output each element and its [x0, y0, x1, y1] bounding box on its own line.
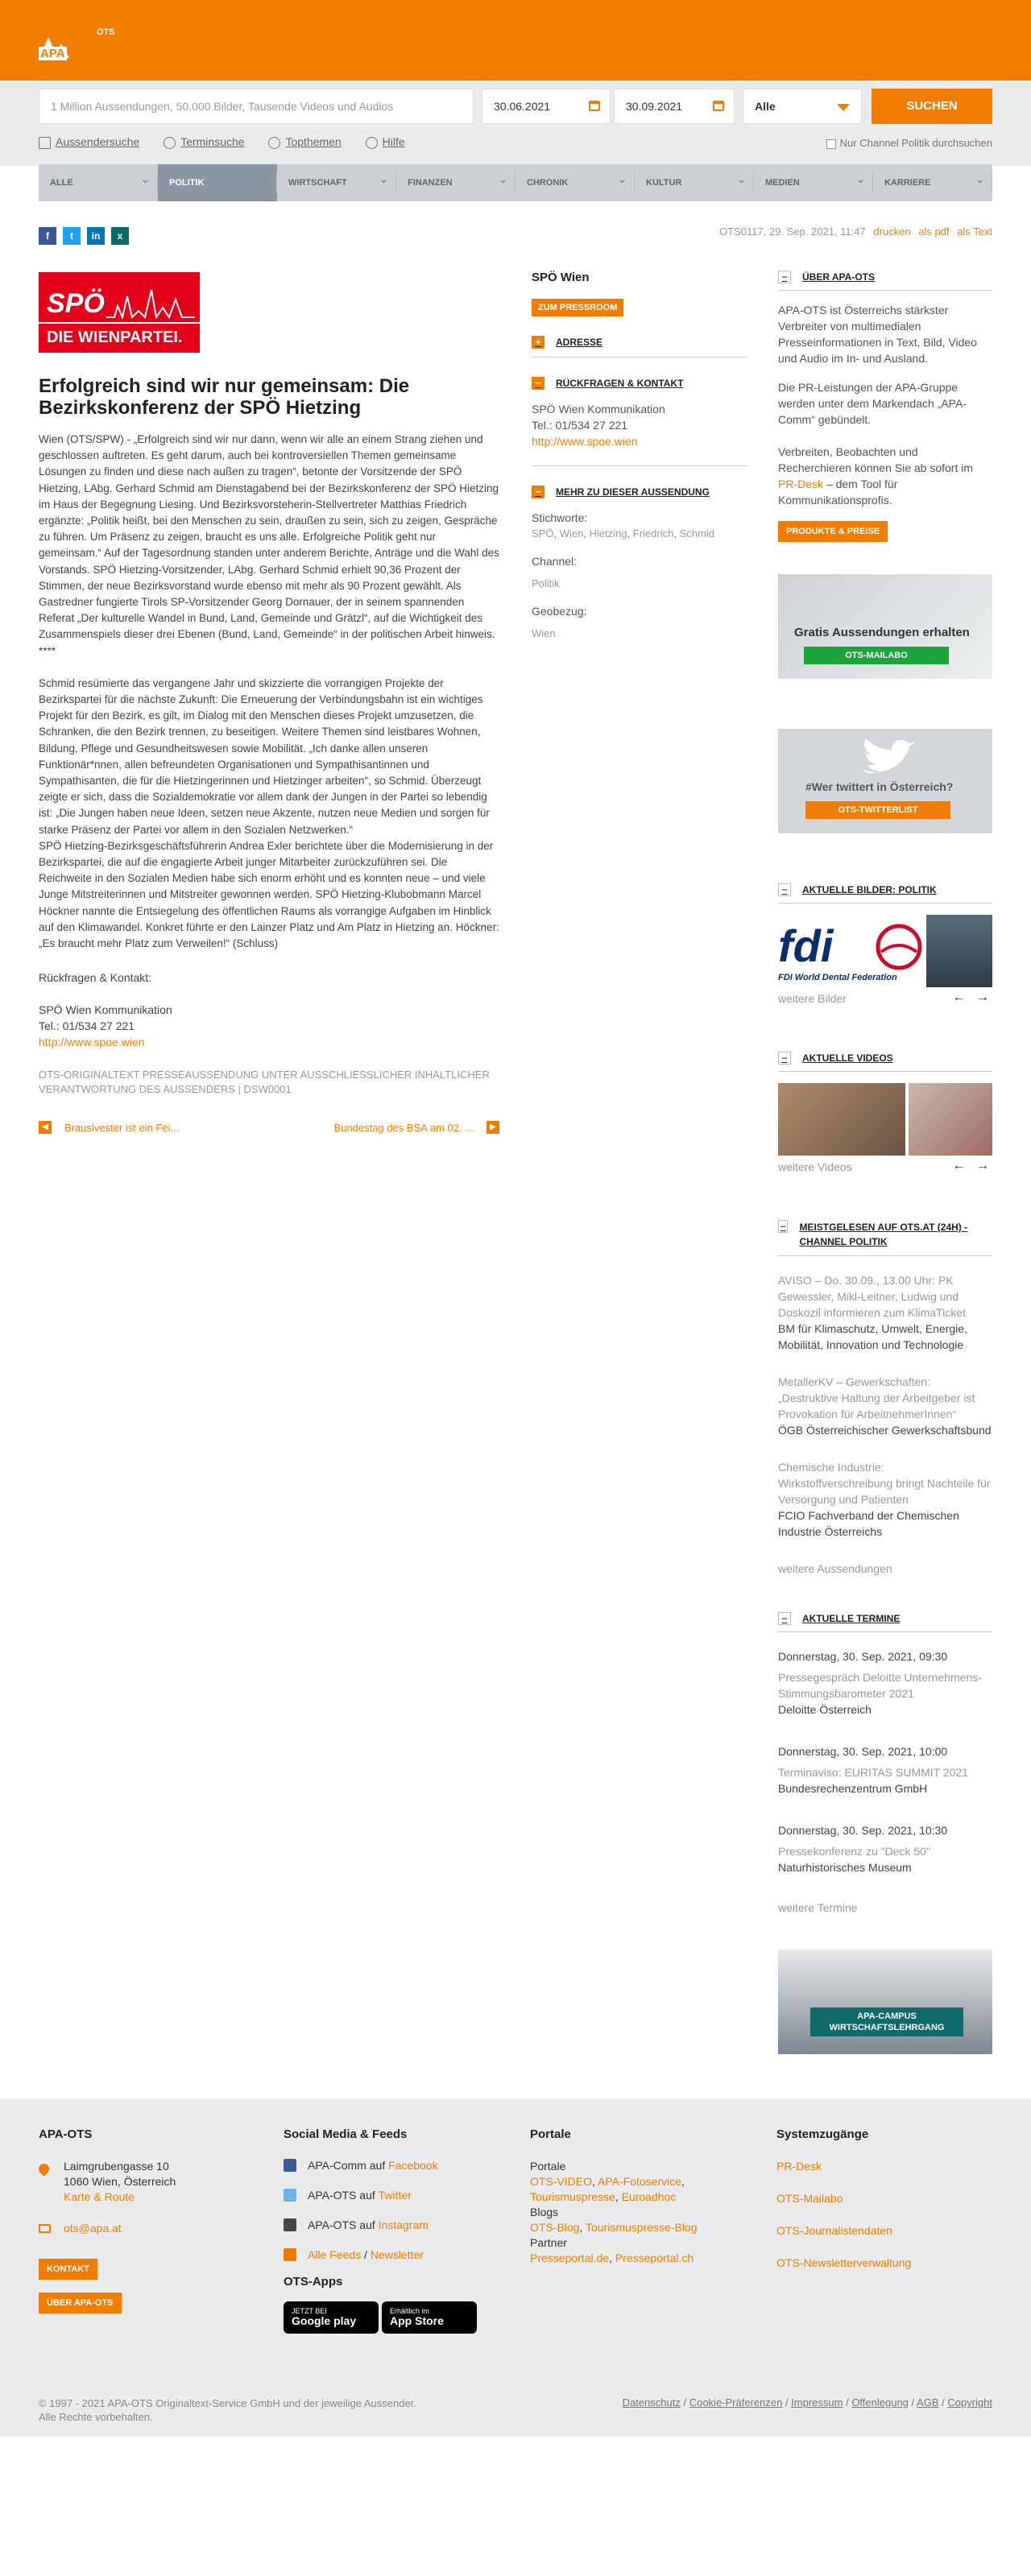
videos-heading: AKTUELLE VIDEOS — [802, 1052, 893, 1064]
more-images-link[interactable]: weitere Bilder — [778, 992, 847, 1005]
date-link[interactable]: Pressegespräch Deloitte Unternehmens-Stimmungsbarometer 2021 — [778, 1671, 982, 1700]
legal-link[interactable]: Datenschutz — [622, 2396, 681, 2409]
divider — [778, 1071, 992, 1072]
about-text — [778, 302, 992, 508]
system-link[interactable]: PR-Desk — [776, 2160, 822, 2173]
minus-icon: − — [532, 486, 544, 498]
partner-link[interactable]: Presseportal.ch — [615, 2251, 694, 2264]
date-when: Donnerstag, 30. Sep. 2021, 09:30 — [778, 1650, 948, 1663]
footer-heading: APA-OTS — [39, 2127, 93, 2141]
right-sidebar — [778, 271, 992, 2054]
campus-line1: APA-CAMPUS — [857, 2012, 917, 2021]
share-icons — [39, 227, 129, 245]
social-text: APA-Comm auf — [308, 2159, 386, 2172]
portale-label: Portale — [530, 2160, 566, 2173]
twitterlist-button[interactable]: OTS-TWITTERLIST — [805, 801, 950, 819]
link-topthemen[interactable]: Topthemen — [268, 135, 341, 148]
date-to-field[interactable] — [614, 89, 735, 124]
nav-chronik[interactable]: CHRONIK ⌄ — [516, 164, 635, 201]
google-play-badge[interactable] — [284, 2301, 379, 2334]
divider — [532, 465, 747, 466]
blog-link[interactable]: Tourismuspresse-Blog — [586, 2221, 698, 2234]
date-from-field[interactable] — [482, 89, 611, 124]
geo-link[interactable]: Wien — [532, 627, 556, 639]
videos-heading-toggle[interactable] — [778, 1052, 992, 1065]
mostread-link[interactable]: AVISO – Do. 30.09., 13.00 Uhr: PK Gewessler, Mikl-Leitner, Ludwig und Doskozil informieren zum KlimaTicket — [778, 1274, 966, 1319]
products-button[interactable]: PRODUKTE & PREISE — [778, 521, 888, 542]
kontakt-button[interactable]: KONTAKT — [39, 2259, 97, 2280]
facebook-link[interactable]: Facebook — [388, 2159, 438, 2172]
apa-ots-logo[interactable] — [39, 27, 115, 61]
keyword-link[interactable]: SPÖ — [532, 527, 554, 540]
plus-icon: + — [532, 336, 544, 349]
minus-icon: − — [778, 271, 791, 283]
about-heading: ÜBER APA-OTS — [802, 271, 875, 283]
checkbox-icon[interactable] — [826, 139, 836, 149]
twitter-icon[interactable]: t — [63, 227, 81, 245]
partner-label: Partner — [530, 2236, 567, 2249]
keywords-label: Stichworte: — [532, 511, 588, 524]
mostread-link[interactable]: MetallerKV – Gewerkschaften: „Destruktive Haltung der Arbeitgeber ist Provokation für ArbeitnehmerInnen“ — [778, 1375, 975, 1420]
spo-logo-text: SPÖ — [47, 288, 105, 319]
arrow-left-icon: ◀ — [39, 1121, 52, 1134]
instagram-link[interactable]: Instagram — [378, 2218, 429, 2231]
sender-contact — [532, 401, 747, 449]
pressroom-button[interactable]: ZUM PRESSROOM — [532, 299, 623, 316]
search-input[interactable]: 1 Million Aussendungen, 50.000 Bilder, Tausende Videos und Audios — [39, 89, 474, 124]
contact-heading: RÜCKFRAGEN & KONTAKT — [556, 378, 684, 389]
date-link[interactable]: Terminaviso: EURITAS SUMMIT 2021 — [778, 1766, 968, 1779]
instagram-icon — [284, 2218, 296, 2231]
fdi-subtitle: FDI World Dental Federation — [778, 973, 897, 982]
date-link[interactable]: Pressekonferenz zu "Deck 50" — [778, 1845, 930, 1858]
mostread-heading-toggle[interactable] — [778, 1220, 992, 1249]
top-header — [0, 0, 1031, 81]
route-link[interactable]: Karte & Route — [64, 2190, 135, 2203]
clock-icon — [164, 137, 176, 149]
info-icon — [366, 137, 378, 149]
article-title: Erfolgreich sind wir nur gemeinsam: Die Bezirkskonferenz der SPÖ Hietzing — [39, 375, 410, 419]
legal-link[interactable]: Offenlegung — [851, 2396, 909, 2409]
arrow-right-icon: ▶ — [487, 1121, 499, 1134]
link-hilfe[interactable]: Hilfe — [366, 135, 405, 148]
sender-contact-url[interactable]: http://www.spoe.wien — [532, 435, 638, 448]
channel-only-checkbox[interactable] — [826, 137, 992, 149]
feeds-link[interactable]: Alle Feeds — [308, 2248, 362, 2261]
twitter-icon — [284, 2189, 296, 2202]
nav-wirtschaft[interactable]: WIRTSCHAFT ⌄ — [277, 164, 396, 201]
about-button[interactable]: ÜBER APA-OTS — [39, 2293, 122, 2313]
portal-link[interactable]: Tourismuspresse — [530, 2190, 615, 2203]
keyword-link[interactable]: Hietzing — [589, 527, 627, 540]
date-when: Donnerstag, 30. Sep. 2021, 10:30 — [778, 1824, 948, 1837]
calendar-icon[interactable] — [589, 101, 600, 111]
mostread-item — [778, 1459, 992, 1540]
nav-medien[interactable]: MEDIEN ⌄ — [754, 164, 873, 201]
app-store-badge[interactable] — [382, 2301, 477, 2334]
article-body — [39, 432, 499, 952]
date-source: Naturhistorisches Museum — [778, 1861, 912, 1874]
spo-logo-subtitle: DIE WIENPARTEI. — [47, 329, 183, 346]
news-photo[interactable] — [926, 915, 992, 987]
geo-label: Geobezug: — [532, 605, 587, 618]
footer-address-2: 1060 Wien, Österreich — [64, 2175, 176, 2188]
prev-article-title: Brauslvester ist ein Fei... — [64, 1121, 180, 1134]
chevron-down-icon — [837, 104, 850, 111]
arrow-left-icon[interactable]: ← — [952, 990, 966, 1004]
arrow-left-icon[interactable]: ← — [952, 1159, 966, 1172]
footer — [0, 2098, 1031, 2437]
footer-address-1: Laimgrubengasse 10 — [64, 2160, 169, 2173]
twitter-bird-icon — [855, 737, 919, 785]
search-links — [39, 135, 426, 149]
keyword-link[interactable]: Wien — [559, 527, 584, 540]
date-source: Deloitte Österreich — [778, 1703, 872, 1716]
legal-link[interactable]: AGB — [917, 2396, 939, 2409]
as-small: Erhältlich im — [390, 2307, 430, 2315]
category-select[interactable] — [743, 89, 862, 124]
fdi-globe-icon — [875, 923, 923, 971]
footer-col-social: Social Media & Feeds APA-Comm auf Facebook APA-OTS auf Twitter APA-OTS auf Instagram Alle Feeds / Newsletter OTS-Apps JETZT BEI Google play Erhältlich im App Store — [284, 2127, 509, 2334]
minus-icon: − — [778, 1612, 791, 1625]
copyright — [39, 2396, 416, 2424]
nav-politik[interactable]: POLITIK ⌄ — [158, 164, 277, 201]
contact-org: SPÖ Wien Kommunikation — [39, 1003, 172, 1017]
search-area — [0, 81, 1031, 166]
logo-sup: OTS — [97, 27, 115, 37]
more-heading: MEHR ZU DIESER AUSSENDUNG — [556, 486, 710, 498]
more-releases-link[interactable]: weitere Aussendungen — [778, 1562, 892, 1575]
ots-id: OTS0117, 29. Sep. 2021, 11:47 — [719, 225, 866, 238]
contact-tel: Tel.: 01/534 27 221 — [39, 1019, 135, 1033]
apps-heading: OTS-Apps — [284, 2275, 343, 2289]
date-item — [778, 1648, 992, 1718]
partner-link[interactable]: Presseportal.de — [530, 2251, 610, 2264]
about-p3b: – dem Tool für Kommunikationsprofis. — [778, 478, 898, 507]
mostread-source: BM für Klimaschutz, Umwelt, Energie, Mobilität, Innovation und Technologie — [778, 1322, 967, 1351]
about-heading-toggle[interactable] — [778, 271, 992, 283]
social-text: APA-OTS auf — [308, 2189, 375, 2202]
print-link[interactable]: drucken — [873, 225, 911, 238]
dates-heading: AKTUELLE TERMINE — [802, 1613, 901, 1624]
arrow-right-icon[interactable]: → — [976, 1159, 989, 1172]
system-link[interactable]: OTS-Mailabo — [776, 2192, 843, 2205]
search-button[interactable]: SUCHEN — [872, 89, 992, 124]
dates-heading-toggle[interactable] — [778, 1612, 992, 1625]
article-meta — [719, 225, 992, 238]
mostread-source: ÖGB Österreichischer Gewerkschaftsbund — [778, 1424, 992, 1437]
fdi-image[interactable] — [778, 915, 923, 987]
date-item — [778, 1743, 992, 1797]
calendar-icon[interactable] — [713, 101, 724, 111]
link-aussendersuche[interactable]: Aussendersuche — [39, 135, 139, 148]
system-link[interactable]: OTS-Journalistendaten — [776, 2224, 892, 2237]
prev-article-link[interactable] — [39, 1121, 179, 1134]
mostread-item — [778, 1374, 992, 1438]
keyword-link[interactable]: Schmid — [679, 527, 714, 540]
arrow-right-icon[interactable]: → — [976, 990, 989, 1004]
blogs-label: Blogs — [530, 2206, 559, 2218]
date-when: Donnerstag, 30. Sep. 2021, 10:00 — [778, 1745, 948, 1758]
about-p2: Die PR-Leistungen der APA-Gruppe werden unter dem Markendach „APA-Comm“ gebündelt. — [778, 381, 967, 426]
article-paragraph: Schmid resümierte das vergangene Jahr und skizzierte die vorrangigen Projekte der Bezirkspartei für die nächste Zukunft: Die Erneuerung der Verbindungsbahn ist ein wichtiges Projekt für den Bezirk, es gilt, im Dialog mit den Menschen dieses Projekt umzusetzen, die Schranken, die den Bezirk trennen, zu beseitigen. Weitere Themen sind leistbares Wohnen, Bildung, Pflege und Gesundheitswesen sowie Mobilität. „Ich danke allen unseren Funktionär*nnen, allen befreundeten Organisationen und Sympathisantinnen und Sympathisanten, die für die Hietzingerinnen und Hietzinger arbeiten“, so Schmid. Überzeugt zeigte er sich, dass die Sozialdemokratie vor allem dank der Jungen in der Partei so lebendig ist: „Die Jungen haben neue Ideen, setzen neue Akzente, nutzen neue Medien und sorgen für starke Präsenz der Partei vor allem in den Sozialen Netzwerken.“ — [39, 676, 490, 836]
building-icon — [39, 137, 51, 149]
nav-alle[interactable]: ALLE ⌄ — [39, 164, 158, 201]
keyword-link[interactable]: Friedrich — [632, 527, 674, 540]
copyright-line-1: © 1997 - 2021 APA-OTS Originaltext-Service GmbH und der jeweilige Aussender. — [39, 2397, 416, 2409]
text-link[interactable]: als Text — [957, 225, 992, 238]
portal-link[interactable]: APA-Fotoservice — [598, 2175, 682, 2188]
more-dates-link[interactable]: weitere Termine — [778, 1901, 858, 1914]
campus-banner[interactable] — [778, 1950, 992, 2054]
minus-icon: − — [778, 883, 791, 896]
logo-text: APA — [40, 47, 65, 60]
channel-label: Channel: — [532, 555, 578, 568]
nav-finanzen[interactable]: FINANZEN ⌄ — [396, 164, 516, 201]
sender-name: SPÖ Wien — [532, 271, 590, 284]
linkedin-icon[interactable]: in — [87, 227, 105, 245]
newsletter-link[interactable]: Newsletter — [370, 2248, 424, 2261]
prev-next-nav — [39, 1121, 499, 1134]
mailabo-text: Gratis Aussendungen erhalten — [794, 626, 970, 639]
next-article-title: Bundestag des BSA am 02. ... — [333, 1121, 474, 1134]
portal-link[interactable]: Euroadhoc — [621, 2190, 677, 2203]
minus-icon: − — [778, 1052, 791, 1065]
nav-kultur[interactable]: KULTUR ⌄ — [635, 164, 754, 201]
rss-icon — [284, 2248, 296, 2261]
footer-col-system — [776, 2127, 1002, 2271]
campus-line2: WIRTSCHAFTSLEHRGANG — [829, 2023, 945, 2032]
sender-sidebar — [532, 271, 747, 642]
images-heading: AKTUELLE BILDER: POLITIK — [802, 884, 937, 895]
pdf-link[interactable]: als pdf — [918, 225, 950, 238]
more-videos-link[interactable]: weitere Videos — [778, 1160, 852, 1173]
link-terminsuche[interactable]: Terminsuche — [164, 135, 244, 148]
social-text: APA-OTS auf — [308, 2218, 375, 2231]
facebook-icon[interactable]: f — [39, 227, 56, 245]
footer-heading: Social Media & Feeds — [284, 2127, 408, 2141]
blog-link[interactable]: OTS-Blog — [530, 2221, 580, 2234]
footer-heading: Systemzugänge — [776, 2127, 869, 2141]
twitter-link[interactable]: Twitter — [378, 2189, 412, 2202]
twitter-text: #Wer twittert in Österreich? — [805, 780, 954, 793]
legal-links: Datenschutz / Cookie-Präferenzen / Impressum / Offenlegung / AGB / Copyright — [622, 2396, 992, 2409]
facebook-icon — [284, 2159, 296, 2172]
next-article-link[interactable] — [334, 1121, 499, 1134]
videos-carousel — [778, 1083, 992, 1156]
xing-icon[interactable]: x — [111, 227, 129, 245]
minus-icon: − — [532, 377, 544, 390]
email-link[interactable]: ots@apa.at — [64, 2222, 122, 2235]
divider — [778, 290, 992, 291]
about-p3 — [778, 444, 992, 508]
legal-link[interactable]: Cookie-Präferenzen — [689, 2396, 783, 2409]
footer-col-portale: Portale Portale OTS-VIDEO, APA-Fotoservice, Tourismuspresse, Euroadhoc Blogs OTS-Blog, Tourismuspresse-Blog Partner Presseportal.de, Presseportal.ch — [530, 2127, 756, 2266]
origin-note: OTS-ORIGINALTEXT PRESSEAUSSENDUNG UNTER AUSSCHLIESSLICHER INHALTLICHER VERANTWORTUNG DES AUSSENDERS | DSW0001 — [39, 1069, 490, 1096]
about-p1: APA-OTS ist Österreichs stärkster Verbreiter von multimedialen Presseinformationen in Text, Bild, Video und Audio im In- und Ausland. — [778, 304, 977, 365]
footer-heading: Portale — [530, 2127, 571, 2141]
divider — [778, 1631, 992, 1632]
keywords-block: Stichworte: SPÖ, Wien, Hietzing, Friedrich, Schmid Channel: Politik Geobezug: Wien — [532, 510, 747, 642]
location-pin-icon — [36, 2161, 51, 2176]
gp-name: Google play — [292, 2314, 357, 2327]
footer-col-apa — [39, 2127, 264, 2313]
address-heading: ADRESSE — [556, 337, 603, 348]
logo-divider — [39, 322, 200, 324]
contact-url[interactable]: http://www.spoe.wien — [39, 1036, 145, 1049]
portal-link[interactable]: OTS-VIDEO — [530, 2175, 593, 2188]
mail-icon — [39, 2224, 51, 2233]
mailabo-button[interactable]: OTS-MAILABO — [804, 647, 949, 664]
date-item — [778, 1822, 992, 1875]
divider — [532, 357, 747, 358]
as-name: App Store — [390, 2314, 444, 2327]
contact-toggle[interactable] — [532, 377, 747, 390]
legal-link[interactable]: Impressum — [791, 2396, 843, 2409]
article-paragraph: Wien (OTS/SPW) - „Erfolgreich sind wir nur dann, wenn wir alle an einem Strang ziehen und geschlossen auftreten. Es geht darum, auch bei kontroversiellen Themen gemeinsame Lösungen zu finden und diese nach außen zu tragen“, betonte der Vorsitzende der SPÖ Hietzing, LAbg. Gerhard Schmid am Dienstagabend bei der Bezirkskonferenz der SPÖ Hietzing im Haus der Begegnung Liesing. Und Bezirksvorsteherin-Stellvertreter Matthias Friedrich ergänzte: „Politik heißt, bei den Menschen zu sein, draußen zu sein, sich zu zeigen, Gespräche zu führen. Um Präsenz zu zeigen, braucht es uns alle. Erfolgreiche Politik geht nur gemeinsam.“ Auf der Tagesordnung standen unter anderem Berichte, Anträge und die Wahl des Vorstands. SPÖ Hietzing-Vorsitzender, LAbg. Gerhard Schmid erhielt 90,36 Prozent der Stimmen, der neue Bezirksvorstand wurde ebenso mit mehr als 90 Prozent gewählt. Als Gastredner fungierte Tirols SP-Vorsitzender Georg Dornauer, der in seinem spannenden Referat „Der kulturelle Wandel in Bund, Land, Gemeinde und Grätzl“, auf die Wichtigkeit des Zusammenspiels dieser drei Ebenen (Bund, Land, Gemeinde“ in der politischen Arbeit hinweis. **** — [39, 433, 499, 657]
legal-link[interactable]: Copyright — [947, 2396, 992, 2409]
copyright-line-2: Alle Rechte vorbehalten. — [39, 2411, 153, 2423]
mailabo-banner[interactable] — [778, 574, 992, 679]
main-content — [0, 166, 1031, 2098]
video-thumbnail[interactable] — [909, 1083, 992, 1156]
video-thumbnail[interactable] — [778, 1083, 905, 1156]
divider — [778, 1255, 992, 1256]
compass-icon — [268, 137, 280, 149]
mostread-link[interactable]: Chemische Industrie: Wirkstoffverschreibung bringt Nachteile für Versorgung und Patienten — [778, 1461, 991, 1506]
carousel-arrows — [953, 1159, 989, 1173]
article-contact — [39, 970, 499, 1050]
carousel-arrows — [953, 990, 989, 1005]
sender-contact-tel: Tel.: 01/534 27 221 — [532, 419, 628, 432]
gp-small: JETZT BEI — [292, 2307, 327, 2315]
date-from-value: 30.06.2021 — [494, 100, 551, 113]
mostread-heading: MEISTGELESEN AUF OTS.AT (24H) - CHANNEL POLITIK — [799, 1222, 968, 1247]
fdi-logo: fdi — [778, 920, 834, 971]
skyline-icon — [106, 287, 195, 319]
mostread-source: FCIO Fachverband der Chemischen Industrie Österreichs — [778, 1509, 959, 1538]
date-to-value: 30.09.2021 — [626, 100, 683, 113]
channel-only-label: Nur Channel Politik durchsuchen — [839, 137, 992, 149]
mostread-item — [778, 1272, 992, 1353]
images-carousel — [778, 915, 992, 987]
date-source: Bundesrechenzentrum GmbH — [778, 1782, 928, 1795]
article-paragraph: SPÖ Hietzing-Bezirksgeschäftsführerin Andrea Exler berichtete über die Modernisierung in der Bezirkspartei, die auf die engagierte Arbeit junger Mitarbeiter zurückzuführen sei. Die Reichweite in den Sozialen Medien habe sich enorm erhöht und es konnten neue – und viele Junge Mitstreiterinnen und Mitstreiter gewonnen werden. SPÖ Hietzing-Klubobmann Marcel Höckner nannte die Entsiegelung des öffentlichen Raums als vorrangige Aufgaben im Hinblick auf den Klimawandel. Konkret führte er den Lainzer Platz und Am Platz in Hietzing an. Höckner: „Es braucht mehr Platz zum Verweilen!“ (Schluss) — [39, 839, 499, 950]
category-select-value: Alle — [755, 100, 776, 113]
address-toggle[interactable] — [532, 336, 747, 349]
twitter-banner[interactable] — [778, 729, 992, 833]
pr-desk-link[interactable]: PR-Desk — [778, 478, 824, 490]
channel-link[interactable]: Politik — [532, 577, 560, 589]
contact-title: Rückfragen & Kontakt: — [39, 971, 152, 985]
sender-contact-org: SPÖ Wien Kommunikation — [532, 403, 665, 416]
images-heading-toggle[interactable] — [778, 883, 992, 896]
spo-logo — [39, 272, 200, 353]
minus-icon: − — [778, 1220, 788, 1233]
system-link[interactable]: OTS-Newsletterverwaltung — [776, 2256, 912, 2269]
nav-karriere[interactable]: KARRIERE ⌄ — [873, 164, 992, 201]
more-toggle[interactable] — [532, 486, 747, 498]
article — [39, 272, 499, 1134]
about-p3a: Verbreiten, Beobachten und Recherchieren können Sie ab sofort im — [778, 445, 974, 474]
category-nav — [39, 164, 992, 201]
